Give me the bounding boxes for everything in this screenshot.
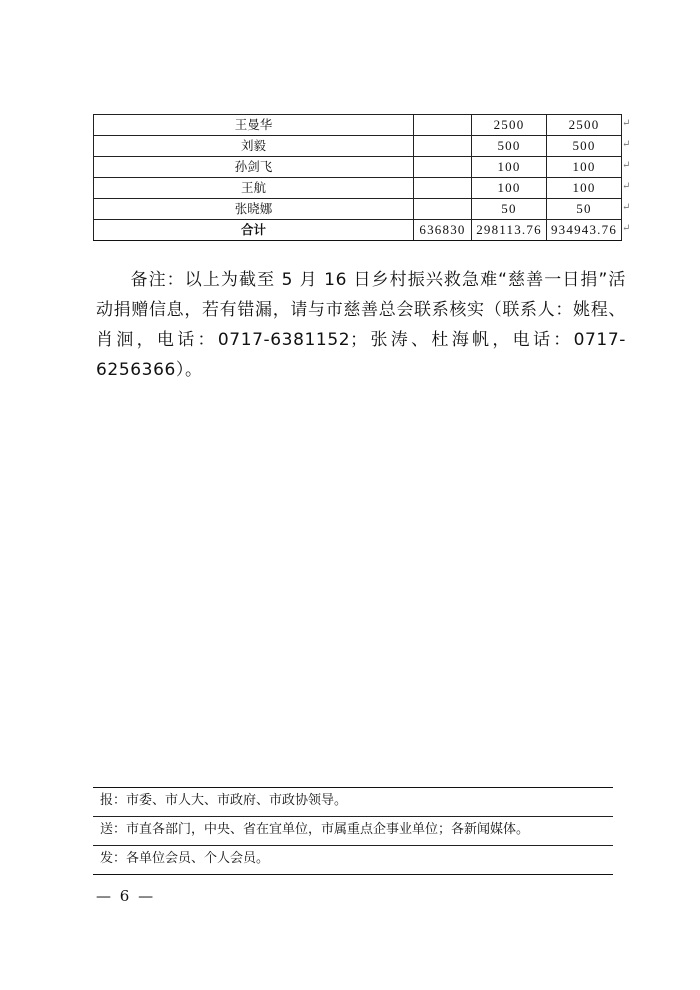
amount-cell: 2500: [472, 115, 547, 136]
cell-end-mark: ↵: [622, 160, 631, 171]
donor-name: 王曼华: [94, 115, 414, 136]
table-row: [94, 178, 622, 199]
total-cell: 2500: [547, 115, 622, 136]
amount-cell: 50: [472, 199, 547, 220]
amount-cell: [414, 136, 472, 157]
total-cell: 100: [547, 178, 622, 199]
distribution-rule: [93, 845, 613, 846]
table-row: [94, 157, 622, 178]
amount-cell: 500: [472, 136, 547, 157]
note-paragraph: [96, 265, 626, 385]
amount-cell: [414, 115, 472, 136]
donor-name: 孙剑飞: [94, 157, 414, 178]
amount-cell: [414, 199, 472, 220]
send-to-line: 送：市直各部门，中央、省在宜单位，市属重点企事业单位；各新闻媒体。: [100, 822, 530, 837]
donor-name: 张晓娜: [94, 199, 414, 220]
table-row: [94, 115, 622, 136]
amount-cell: [414, 178, 472, 199]
table-row: [94, 199, 622, 220]
cell-end-mark: ↵: [622, 202, 631, 213]
donation-table: [93, 114, 622, 241]
cell-end-mark: ↵: [622, 181, 631, 192]
cell-end-mark: ↵: [622, 223, 631, 234]
total-cell: 100: [547, 157, 622, 178]
donor-name: 王航: [94, 178, 414, 199]
issue-to-line: 发：各单位会员、个人会员。: [100, 851, 270, 866]
table-total-row: [94, 220, 622, 241]
amount-cell: 100: [472, 157, 547, 178]
distribution-bottom-rule: [93, 874, 613, 875]
distribution-top-rule: [93, 787, 613, 788]
page-number: — 6 —: [96, 887, 156, 905]
report-to-line: 报：市委、市人大、市政府、市政协领导。: [100, 793, 348, 808]
grand-total-cell: 934943.76: [547, 220, 622, 241]
note-text: 备注：以上为截至 5 月 16 日乡村振兴救急难“慈善一日捐”活动捐赠信息，若有错漏，请与市慈善总会联系核实（联系人：姚程、肖洄，电话：0717-6381152；张涛、杜海帆，电话：0717-6256366）。: [96, 270, 626, 380]
total-label: 合计: [94, 220, 414, 241]
total-cell: 500: [547, 136, 622, 157]
distribution-rule: [93, 816, 613, 817]
table-row: [94, 136, 622, 157]
total-cell: 50: [547, 199, 622, 220]
donor-name: 刘毅: [94, 136, 414, 157]
cell-end-mark: ↵: [622, 118, 631, 129]
total-amount-cell: 636830: [414, 220, 472, 241]
cell-end-mark: ↵: [622, 139, 631, 150]
amount-cell: 100: [472, 178, 547, 199]
total-amount-cell: 298113.76: [472, 220, 547, 241]
amount-cell: [414, 157, 472, 178]
